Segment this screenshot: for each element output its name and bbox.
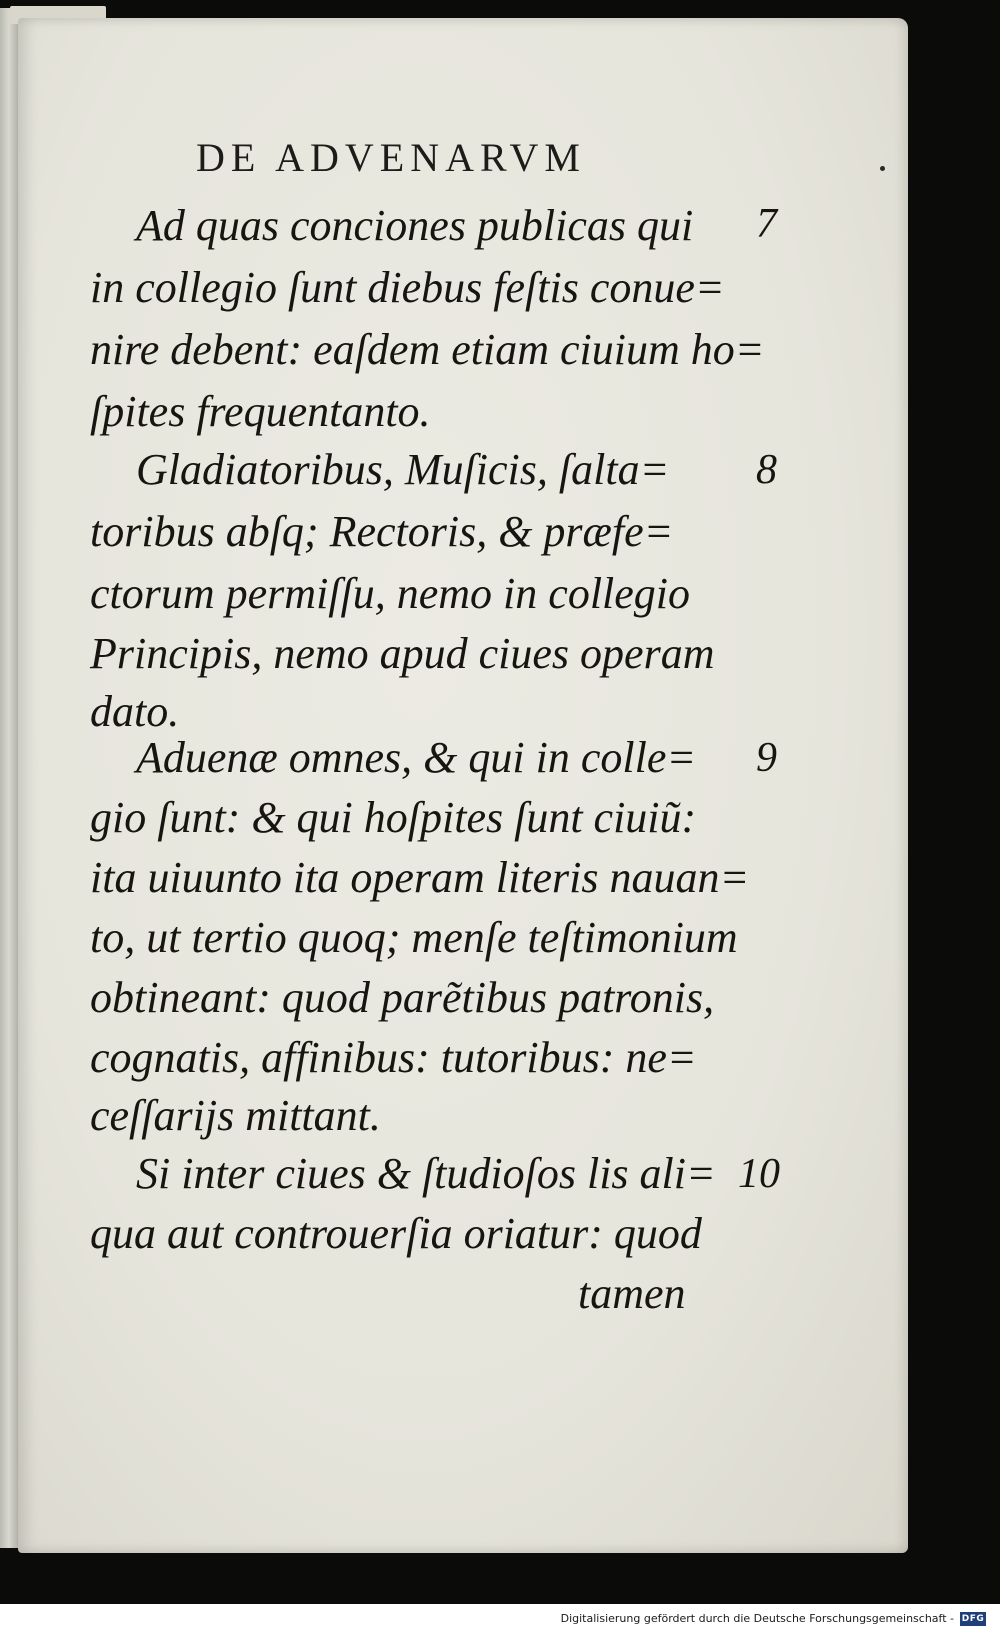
catchword: tamen bbox=[578, 1269, 686, 1318]
text-line: cognatis, affinibus: tutoribus: ne= bbox=[90, 1033, 697, 1082]
text-line: Ad quas conciones publicas qui bbox=[136, 201, 694, 250]
text-line: dato. bbox=[90, 687, 180, 736]
footer-credit: Digitalisierung gefördert durch die Deutsche Forschungsgemeinschaft - bbox=[560, 1612, 954, 1625]
footer-bar bbox=[0, 1604, 1000, 1637]
text-line: Gladiatoribus, Muſicis, ſalta= bbox=[136, 445, 670, 494]
margin-number: 9 bbox=[756, 735, 777, 781]
text-line: toribus abſq; Rectoris, & præfe= bbox=[90, 507, 674, 556]
dfg-logo: DFG bbox=[961, 1614, 985, 1624]
book-page bbox=[18, 18, 908, 1553]
text-line: nire debent: eaſdem etiam ciuium ho= bbox=[90, 325, 765, 374]
running-head: DE ADVENARVM bbox=[196, 135, 586, 180]
text-line: in collegio ſunt diebus feſtis conue= bbox=[90, 263, 725, 312]
text-line: to, ut tertio quoq; menſe teſtimonium bbox=[90, 913, 738, 962]
text-line: ſpites frequentanto. bbox=[90, 387, 431, 436]
text-line: Si inter ciues & ſtudioſos lis ali= bbox=[136, 1149, 716, 1198]
ink-speck bbox=[880, 166, 885, 171]
text-line: Aduenæ omnes, & qui in colle= bbox=[136, 733, 697, 782]
margin-number: 10 bbox=[738, 1151, 780, 1197]
text-line: qua aut controuerſia oriatur: quod bbox=[90, 1209, 702, 1258]
text-line: obtineant: quod parẽtibus patronis, bbox=[90, 973, 715, 1022]
margin-number: 7 bbox=[756, 201, 777, 247]
text-line: ita uiuunto ita operam literis nauan= bbox=[90, 853, 750, 902]
text-line: gio ſunt: & qui hoſpites ſunt ciuiũ: bbox=[90, 793, 697, 842]
text-line: ceſſarijs mittant. bbox=[90, 1091, 381, 1140]
text-line: ctorum permiſſu, nemo in collegio bbox=[90, 569, 691, 618]
margin-number: 8 bbox=[756, 447, 777, 493]
text-line: Principis, nemo apud ciues operam bbox=[90, 629, 715, 678]
